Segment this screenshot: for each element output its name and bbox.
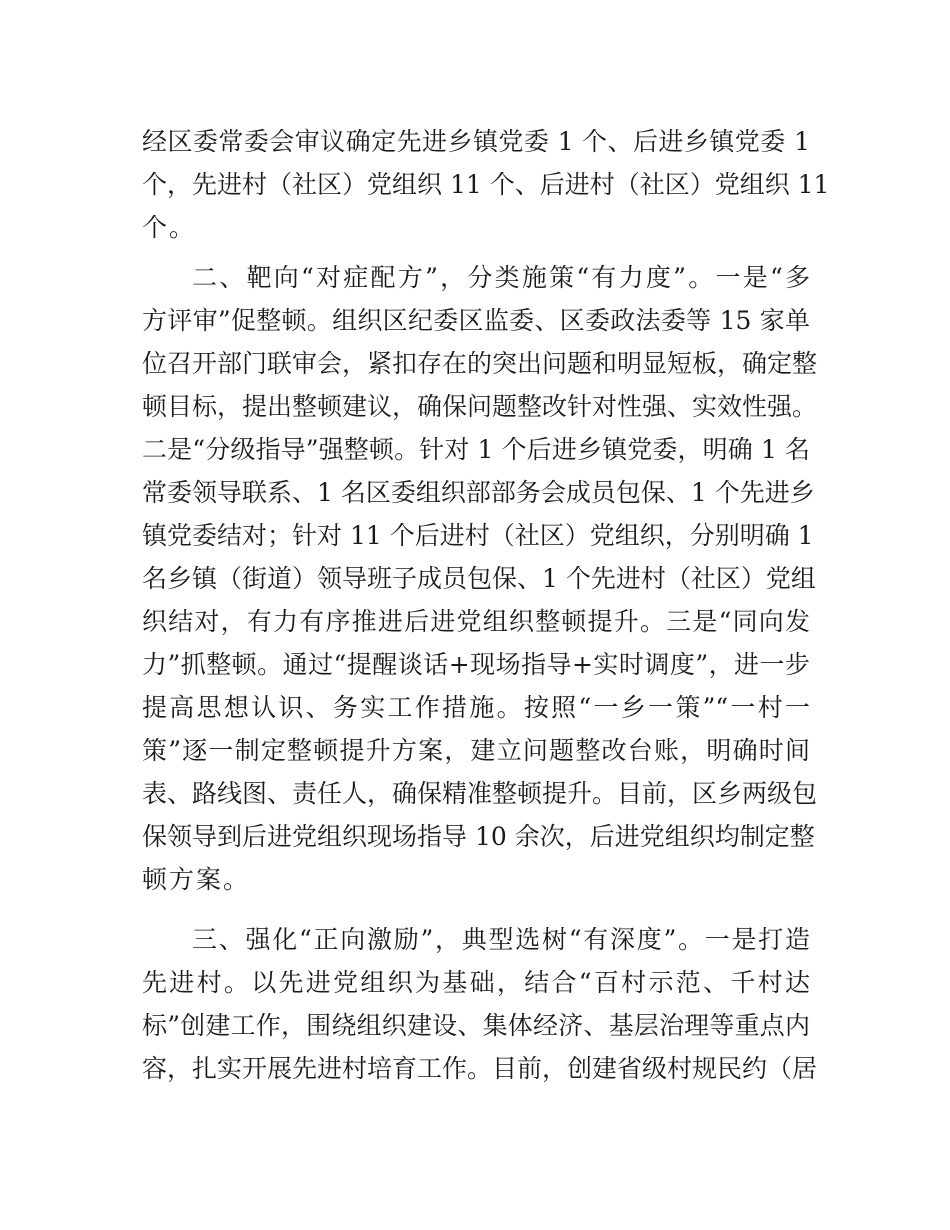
text-line: 名乡镇（街道）领导班子成员包保、1 个先进村（社区）党组 <box>142 564 816 593</box>
text-line: 个。 <box>142 213 197 242</box>
text-line: 先进村。以先进党组织为基础，结合“百村示范、千村达 <box>142 968 810 997</box>
text-line: 标”创建工作，围绕组织建设、集体经济、基层治理等重点内 <box>142 1011 810 1040</box>
paragraph-heading-line: 三、强化“正向激励”，典型选树“有深度”。一是打造 <box>192 925 810 954</box>
text-line: 容，扎实开展先进村培育工作。目前，创建省级村规民约（居 <box>142 1054 818 1083</box>
text-line: 顿方案。 <box>142 865 251 894</box>
text-line: 织结对，有力有序推进后进党组织整顿提升。三是“同向发 <box>142 607 810 636</box>
text-line: 提高思想认识、务实工作措施。按照“一乡一策”“一村一 <box>142 693 810 722</box>
text-line: 二是“分级指导”强整顿。针对 1 个后进乡镇党委，明确 1 名 <box>142 435 810 464</box>
text-line: 位召开部门联审会，紧扣存在的突出问题和明显短板，确定整 <box>142 349 818 378</box>
paragraph-heading-line: 二、靶向“对症配方”，分类施策“有力度”。一是“多 <box>192 263 810 292</box>
text-line: 个，先进村（社区）党组织 11 个、后进村（社区）党组织 11 <box>142 170 830 199</box>
text-line: 镇党委结对；针对 11 个后进村（社区）党组织，分别明确 1 <box>142 521 814 550</box>
text-line: 策”逐一制定整顿提升方案，建立问题整改台账，明确时间 <box>142 736 810 765</box>
text-line: 表、路线图、责任人，确保精准整顿提升。目前，区乡两级包 <box>142 779 818 808</box>
text-line: 顿目标，提出整顿建议，确保问题整改针对性强、实效性强。 <box>142 392 818 421</box>
text-line: 保领导到后进党组织现场指导 10 余次，后进党组织均制定整 <box>142 822 815 851</box>
text-line: 方评审”促整顿。组织区纪委区监委、区委政法委等 15 家单 <box>142 306 810 335</box>
text-line: 常委领导联系、1 名区委组织部部务会成员包保、1 个先进乡 <box>142 478 815 507</box>
text-line: 经区委常委会审议确定先进乡镇党委 1 个、后进乡镇党委 1 <box>142 127 810 156</box>
text-line: 力”抓整顿。通过“提醒谈话+现场指导+实时调度”，进一步 <box>142 650 810 679</box>
